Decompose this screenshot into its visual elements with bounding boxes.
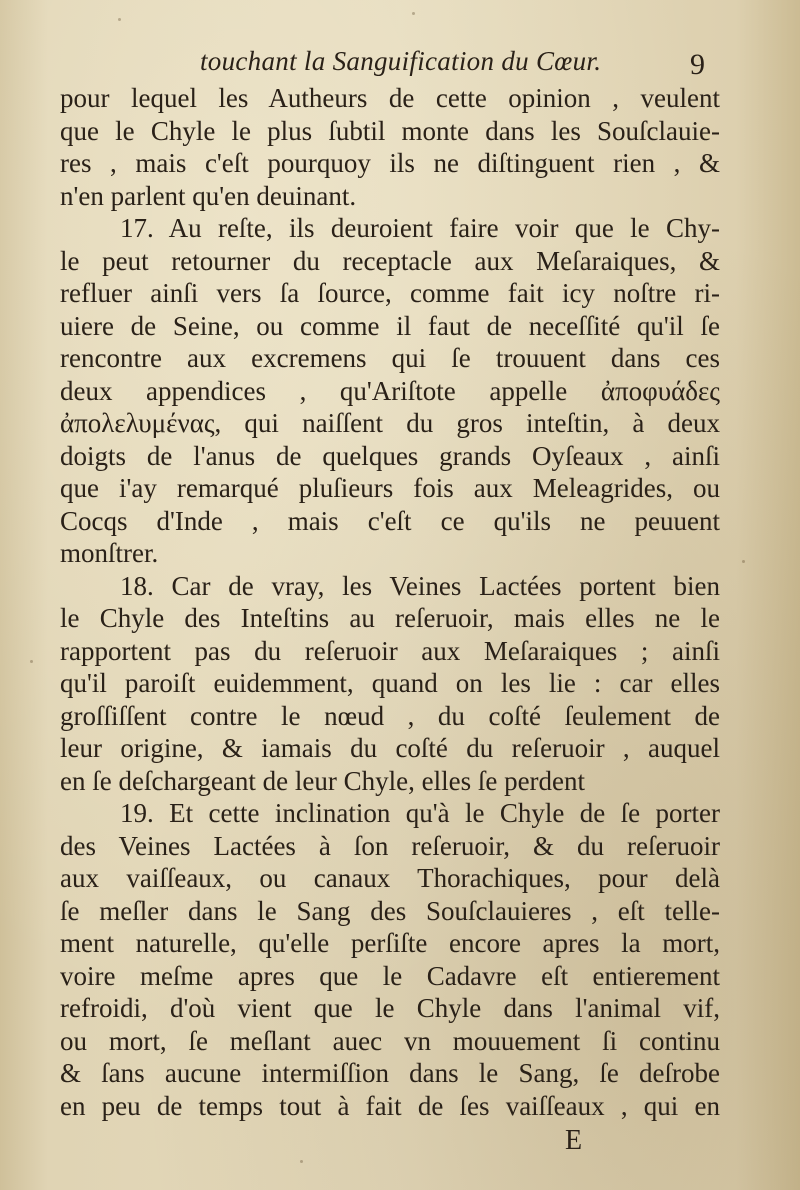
text-line: Cocqs d'Inde , mais c'eſt ce qu'ils ne peuuent: [60, 505, 720, 536]
text-line: & ſans aucune intermiſſion dans le Sang, ſe deſrobe: [60, 1058, 720, 1088]
text-line: ſe meſler dans le Sang des Souſclauieres , eſt telle-: [60, 895, 720, 926]
body-text: [60, 82, 720, 1122]
text-line: rapportent pas du reſeruoir aux Meſaraiques ; ainſi: [60, 635, 720, 666]
text-line: en peu de temps tout à fait de ſes vaiſſeaux , qui en: [60, 1090, 720, 1121]
text-line: refroidi, d'où vient que le Chyle dans l'animal vif,: [60, 993, 720, 1023]
text-line: refluer ainſi vers ſa ſource, comme fait icy noſtre ri-: [60, 278, 720, 308]
text-line: ἀπολελυμένας, qui naiſſent du gros inteſtin, à deux: [60, 408, 720, 438]
text-line: 17. Au reſte, ils deuroient faire voir que le Chy-: [120, 213, 720, 243]
text-line: 18. Car de vray, les Veines Lactées portent bien: [120, 570, 720, 601]
paper-fleck: [118, 18, 121, 21]
signature-mark: E: [565, 1125, 583, 1156]
page-header: [0, 46, 800, 86]
text-line: qu'il paroiſt euidemment, quand on les lie : car elles: [60, 668, 720, 698]
text-line: monſtrer.: [60, 538, 159, 568]
text-line: le peut retourner du receptacle aux Meſaraiques, &: [60, 245, 720, 276]
paper-fleck: [412, 12, 415, 15]
text-line: aux vaiſſeaux, ou canaux Thorachiques, pour delà: [60, 863, 720, 893]
text-line: leur origine, & iamais du coſté du reſeruoir , auquel: [60, 733, 720, 763]
paper-fleck: [30, 660, 33, 663]
text-line: doigts de l'anus de quelques grands Oyſeaux , ainſi: [60, 440, 720, 471]
text-line: pour lequel les Autheurs de cette opinion , veulent: [60, 83, 720, 113]
text-line: groſſiſſent contre le nœud , du coſté ſeulement de: [60, 700, 720, 731]
paper-fleck: [742, 560, 745, 563]
text-line: voire meſme apres que le Cadavre eſt entierement: [60, 960, 720, 991]
text-line: ou mort, ſe meſlant auec vn mouuement ſi continu: [60, 1025, 720, 1056]
text-line: que i'ay remarqué pluſieurs fois aux Meleagrides, ou: [60, 473, 720, 503]
running-head: touchant la Sanguification du Cœur.: [200, 46, 602, 76]
text-line: uiere de Seine, ou comme il faut de neceſſité qu'il ſe: [60, 310, 720, 341]
text-line: en ſe deſchargeant de leur Chyle, elles ſe perdent: [60, 765, 586, 796]
paper-fleck: [300, 1160, 303, 1163]
text-line: des Veines Lactées à ſon reſeruoir, & du reſeruoir: [60, 830, 720, 861]
text-line: deux appendices , qu'Ariſtote appelle ἀποφυάδες: [60, 375, 720, 406]
text-line: le Chyle des Inteſtins au reſeruoir, mais elles ne le: [60, 603, 720, 633]
text-line: ment naturelle, qu'elle perſiſte encore apres la mort,: [60, 928, 720, 958]
text-line: 19. Et cette inclination qu'à le Chyle de ſe porter: [120, 798, 720, 828]
text-line: res , mais c'eſt pourquoy ils ne diſtinguent rien , &: [60, 148, 720, 178]
text-line: rencontre aux excremens qui ſe trouuent dans ces: [60, 343, 720, 373]
text-line: que le Chyle le plus ſubtil monte dans les Souſclauie-: [60, 115, 720, 146]
text-line: n'en parlent qu'en deuinant.: [60, 180, 357, 211]
page-number: 9: [690, 48, 705, 81]
